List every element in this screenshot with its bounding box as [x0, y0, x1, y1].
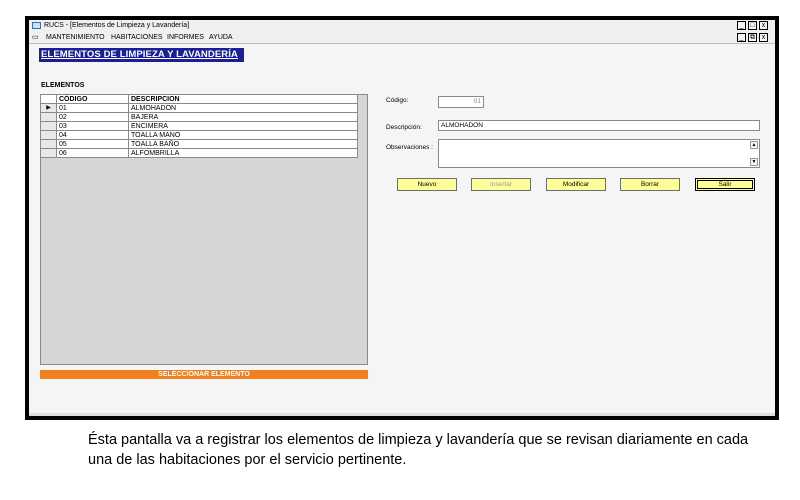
nuevo-button[interactable]: Nuevo: [397, 178, 457, 191]
menu-habitaciones[interactable]: HABITACIONES: [111, 34, 163, 41]
cell-codigo[interactable]: 03: [57, 122, 129, 131]
row-selector[interactable]: [41, 122, 57, 131]
window-title: RUCS - [Elementos de Limpieza y Lavandería]: [44, 22, 190, 29]
status-bar: [29, 413, 775, 416]
salir-button[interactable]: Salir: [695, 178, 755, 191]
select-element-button[interactable]: SELECCIONAR ELEMENTO: [40, 370, 368, 379]
cell-descripcion[interactable]: TOALLA MANO: [129, 131, 358, 140]
cell-descripcion[interactable]: ALFOMBRILLA: [129, 149, 358, 158]
column-header-descripcion[interactable]: DESCRIPCION: [129, 95, 358, 104]
insertar-button[interactable]: Insertar: [471, 178, 531, 191]
menu-informes[interactable]: INFORMES: [167, 34, 204, 41]
descripcion-label: Descripción:: [386, 124, 422, 131]
cell-codigo[interactable]: 05: [57, 140, 129, 149]
cell-codigo[interactable]: 04: [57, 131, 129, 140]
child-restore-button[interactable]: ⧉: [750, 34, 755, 41]
child-close-button[interactable]: x: [759, 33, 768, 42]
menu-bar: [29, 32, 775, 43]
observaciones-label: Observaciones :: [386, 144, 433, 151]
menu-separator: [29, 43, 775, 44]
row-selector[interactable]: [41, 131, 57, 140]
cell-descripcion[interactable]: TOALLA BAÑO: [129, 140, 358, 149]
codigo-label: Código:: [386, 97, 409, 104]
descripcion-field[interactable]: ALMOHADON: [438, 120, 760, 131]
scroll-down-icon[interactable]: ▼: [751, 159, 757, 165]
caption-text: Ésta pantalla va a registrar los elementos de limpieza y lavandería que se revisan diariamente en cada una de las habitaciones por el servicio pertinente.: [88, 432, 749, 468]
document-icon[interactable]: ▭: [32, 34, 39, 41]
app-window: [29, 20, 775, 416]
column-header-codigo[interactable]: CÓDIGO: [57, 95, 129, 104]
menu-mantenimiento[interactable]: MANTENIMIENTO: [46, 34, 105, 41]
cell-descripcion[interactable]: ALMOHADON: [129, 104, 358, 113]
maximize-button[interactable]: □: [748, 21, 757, 30]
cell-descripcion[interactable]: BAJERA: [129, 113, 358, 122]
cell-descripcion[interactable]: ENCIMERA: [129, 122, 358, 131]
scroll-up-icon[interactable]: ▲: [751, 142, 757, 148]
child-minimize-button[interactable]: _: [737, 33, 746, 42]
title-bar: [29, 20, 775, 32]
row-selector[interactable]: [41, 113, 57, 122]
codigo-field[interactable]: 01: [438, 96, 484, 108]
grid-corner: [41, 95, 57, 104]
menu-ayuda[interactable]: AYUDA: [209, 34, 233, 41]
cell-codigo[interactable]: 01: [57, 104, 129, 113]
borrar-button[interactable]: Borrar: [620, 178, 680, 191]
close-button[interactable]: x: [759, 21, 768, 30]
row-selector-current[interactable]: ▶: [41, 104, 57, 113]
observaciones-field[interactable]: [438, 139, 760, 168]
cell-codigo[interactable]: 02: [57, 113, 129, 122]
row-selector[interactable]: [41, 149, 57, 158]
modificar-button[interactable]: Modificar: [546, 178, 606, 191]
app-icon: [32, 22, 41, 29]
page-title: ELEMENTOS DE LIMPIEZA Y LAVANDERÍA: [39, 48, 244, 62]
minimize-button[interactable]: _: [737, 21, 746, 30]
cell-codigo[interactable]: 06: [57, 149, 129, 158]
row-selector[interactable]: [41, 140, 57, 149]
section-label: ELEMENTOS: [41, 82, 85, 89]
elements-grid[interactable]: [40, 94, 368, 365]
